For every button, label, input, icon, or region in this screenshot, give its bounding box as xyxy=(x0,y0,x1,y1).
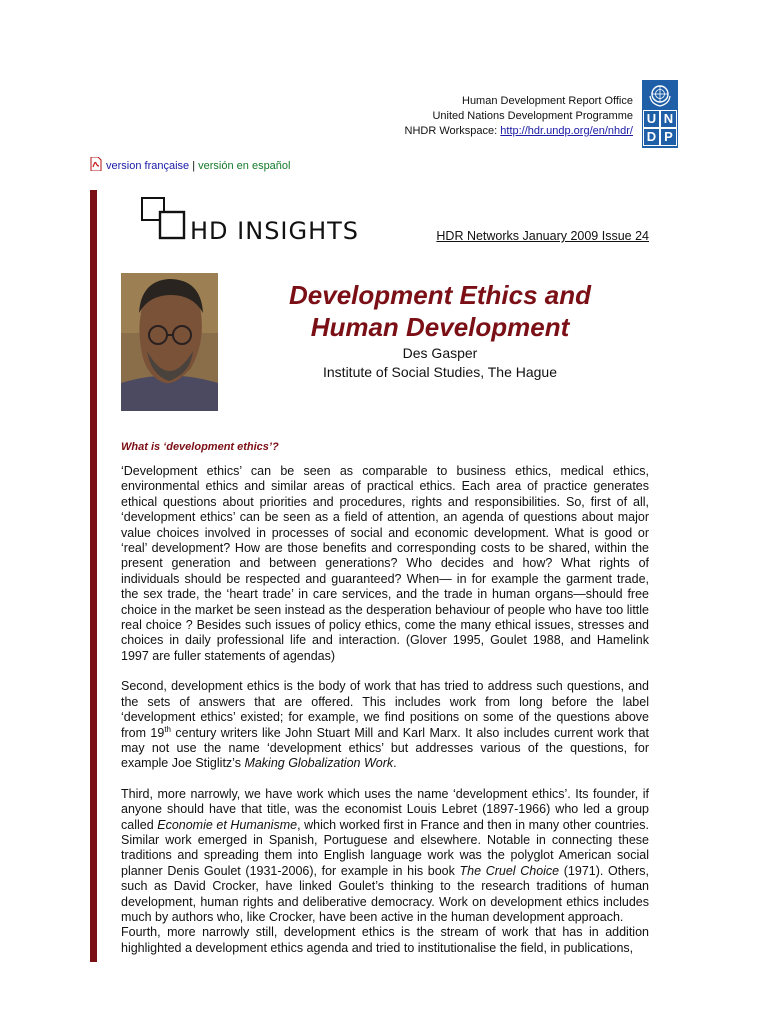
workspace-label: NHDR Workspace: xyxy=(404,125,501,137)
p2-part-a: Second, development ethics is the body of work that has tried to address such questions, and the sets of answers that are offered. This includes work from long before the label ‘development ethics’ existed; for example, we find positions on some of the questions above from 19 xyxy=(121,679,649,740)
accent-bar xyxy=(90,190,97,962)
french-version-link[interactable]: version française xyxy=(106,160,190,172)
author-institution: Institute of Social Studies, The Hague xyxy=(323,364,557,380)
article-title-line-2: Human Development xyxy=(310,312,570,342)
pdf-icon[interactable] xyxy=(90,157,102,171)
language-separator: | xyxy=(189,160,199,172)
p3-part-c: (1971). Others, such as David Crocker, have linked Goulet’s thinking to the research traditions of human development, human rights and deliberative democracy. Work on development ethics includes much by authors who, like Crocker, have been active in the human development approach. xyxy=(121,863,650,924)
article-title xyxy=(230,279,650,343)
author-photo xyxy=(121,273,218,411)
undp-letter: D xyxy=(644,129,659,145)
p2-part-b: century writers like John Stuart Mill and Karl Marx. It also includes current work that may not use the name ‘development ethics’ but addresses various of the questions, for example Joe Stiglitz’s xyxy=(121,725,649,771)
spanish-version-link[interactable]: versión en español xyxy=(198,160,291,172)
paragraph-3 xyxy=(121,787,649,926)
p2-part-c: . xyxy=(393,756,397,771)
p2-book-title: Making Globalization Work xyxy=(244,756,394,771)
un-emblem-icon xyxy=(647,83,673,107)
author-block xyxy=(230,344,650,382)
paragraph-4: Fourth, more narrowly still, development ethics is the stream of work that has in addition highlighted a development ethics agenda and tried to institutionalise the field, in publications, xyxy=(121,925,649,955)
undp-letter: N xyxy=(661,111,676,127)
author-name: Des Gasper xyxy=(402,345,478,361)
p3-part-a: Third, more narrowly, we have work which uses the name ‘development ethics’. Its founder, if anyone should have that title, was the economist Louis Lebret (1897-1966) who led a group called xyxy=(121,786,649,832)
language-links xyxy=(90,157,290,172)
undp-letters xyxy=(642,111,678,145)
undp-logo xyxy=(642,80,678,148)
undp-letter: U xyxy=(644,111,659,127)
hd-insights-squares-icon xyxy=(140,196,195,244)
office-line-1: Human Development Report Office xyxy=(462,95,633,107)
workspace-line xyxy=(405,124,633,139)
undp-letter: P xyxy=(661,129,676,145)
hd-insights-title: HD INSIGHTS xyxy=(190,217,360,245)
p3-book-title: The Cruel Choice xyxy=(459,863,560,878)
section-heading: What is ‘development ethics’? xyxy=(121,441,279,453)
article-body xyxy=(121,464,649,956)
office-info xyxy=(405,94,633,139)
workspace-link[interactable]: http://hdr.undp.org/en/nhdr/ xyxy=(500,125,633,137)
p3-part-b: , which worked first in France and then in many other countries. Similar work emerged in Spanish, Portuguese and elsewhere. Notable in connecting these traditions and spreading them into English language work was the polyglot American social planner Denis Goulet (1931-2006), for example in his book xyxy=(121,817,649,878)
office-line-2: United Nations Development Programme xyxy=(432,110,633,122)
article-title-line-1: Development Ethics and xyxy=(289,280,591,310)
paragraph-2 xyxy=(121,679,649,771)
p2-superscript: th xyxy=(164,724,171,734)
paragraph-1: ‘Development ethics’ can be seen as comparable to business ethics, medical ethics, environmental ethics and similar areas of practical ethics. Each area of practice generates ethical questions about priorities and procedures, rights and responsibilities. So, first of all, ‘development ethics’ can be seen as a field of attention, an agenda of questions about major value choices involved in processes of social and economic development. What is good or ‘real’ development? How are those benefits and corresponding costs to be shared, within the present generation and between generations? Who decides and how? What rights of individuals should be respected and guaranteed? When— in for example the garment trade, the sex trade, the ‘heart trade’ in care services, and the trade in human organs—should free choice in the market be seen instead as the desperation behaviour of people who have too little real choice ? Besides such issues of policy ethics, come the many ethical issues, stresses and choices in daily professional life and interaction. (Glover 1995, Goulet 1988, and Hamelink 1997 are fuller statements of agendas) xyxy=(121,464,649,663)
p3-group-name: Economie et Humanisme xyxy=(157,817,298,832)
issue-label: HDR Networks January 2009 Issue 24 xyxy=(436,229,649,243)
